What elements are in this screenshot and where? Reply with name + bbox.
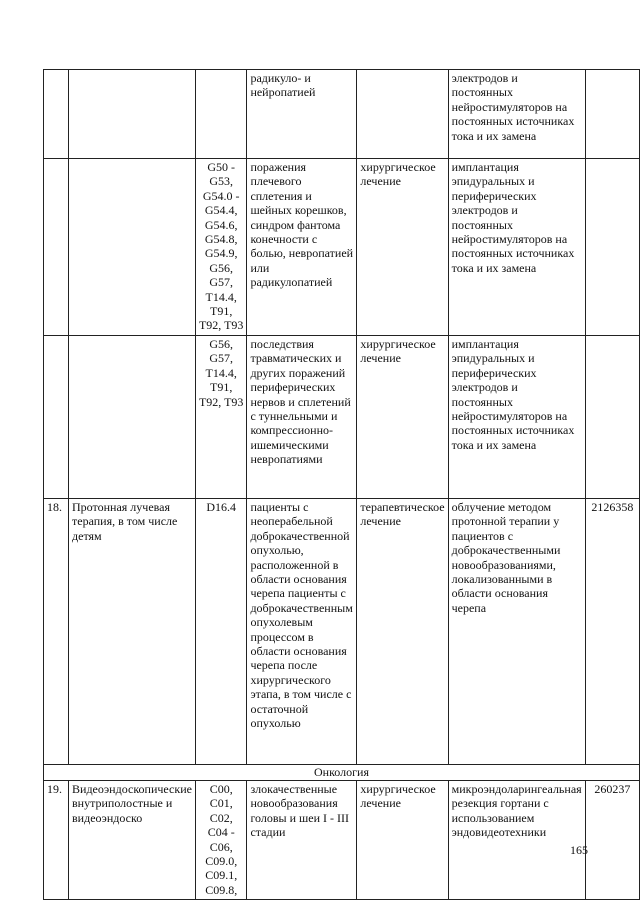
price bbox=[585, 159, 639, 336]
treatment-type: хирургическое лечение bbox=[357, 159, 448, 336]
treatment-type: терапевтическое лечение bbox=[357, 498, 448, 764]
treatment-type: хирургическое лечение bbox=[357, 335, 448, 498]
procedures-table bbox=[43, 69, 640, 900]
table-row bbox=[44, 159, 640, 336]
row-number: 18. bbox=[44, 498, 69, 764]
table-row bbox=[44, 780, 640, 899]
table-row bbox=[44, 498, 640, 764]
section-row bbox=[44, 764, 640, 780]
table-row bbox=[44, 335, 640, 498]
treatment-method: имплантация эпидуральных и периферических электродов и постоянных нейростимуляторов на постоянных источниках тока и их замена bbox=[448, 335, 585, 498]
table-row bbox=[44, 70, 640, 159]
treatment-method: электродов и постоянных нейростимуляторов на постоянных источниках тока и их замена bbox=[448, 70, 585, 159]
price bbox=[585, 335, 639, 498]
procedure-name: Протонная лучевая терапия, в том числе детям bbox=[69, 498, 196, 764]
procedure-name bbox=[69, 335, 196, 498]
price: 260237 bbox=[585, 780, 639, 899]
row-number bbox=[44, 159, 69, 336]
treatment-type bbox=[357, 70, 448, 159]
price: 2126358 bbox=[585, 498, 639, 764]
treatment-method: микроэндоларингеальная резекция гортани с использованием эндовидеотехники bbox=[448, 780, 585, 899]
patient-model: последствия травматических и других поражений периферических нервов и сплетений с туннельными и компрессионно-ишемическими невропатиями bbox=[247, 335, 357, 498]
treatment-method: облучение методом протонной терапии у пациентов с доброкачественными новообразованиями, локализованными в области основания черепа bbox=[448, 498, 585, 764]
price bbox=[585, 70, 639, 159]
diagnosis-codes: G50 - G53, G54.0 - G54.4, G54.6, G54.8, G54.9, G56, G57, T14.4, T91, T92, T93 bbox=[195, 159, 246, 336]
diagnosis-codes: D16.4 bbox=[195, 498, 246, 764]
diagnosis-codes: G56, G57, T14.4, T91, T92, T93 bbox=[195, 335, 246, 498]
patient-model: радикуло- и нейропатией bbox=[247, 70, 357, 159]
row-number bbox=[44, 70, 69, 159]
diagnosis-codes: C00, C01, C02, C04 - C06, C09.0, C09.1, C09.8, bbox=[195, 780, 246, 899]
procedure-name bbox=[69, 159, 196, 336]
patient-model: пациенты с неоперабельной доброкачественной опухолью, расположенной в области основания черепа пациенты с доброкачественным опухолевым процессом в области основания черепа после хирургического этапа, в том числе с остаточной опухолью bbox=[247, 498, 357, 764]
procedure-name: Видеоэндоскопические внутриполостные и видеоэндоско bbox=[69, 780, 196, 899]
page-number: 165 bbox=[570, 843, 588, 857]
diagnosis-codes bbox=[195, 70, 246, 159]
section-title: Онкология bbox=[44, 764, 640, 780]
patient-model: злокачественные новообразования головы и шеи I - III стадии bbox=[247, 780, 357, 899]
row-number: 19. bbox=[44, 780, 69, 899]
row-number bbox=[44, 335, 69, 498]
treatment-type: хирургическое лечение bbox=[357, 780, 448, 899]
patient-model: поражения плечевого сплетения и шейных корешков, синдром фантома конечности с болью, невропатией или радикулопатией bbox=[247, 159, 357, 336]
treatment-method: имплантация эпидуральных и периферических электродов и постоянных нейростимуляторов на постоянных источниках тока и их замена bbox=[448, 159, 585, 336]
procedure-name bbox=[69, 70, 196, 159]
